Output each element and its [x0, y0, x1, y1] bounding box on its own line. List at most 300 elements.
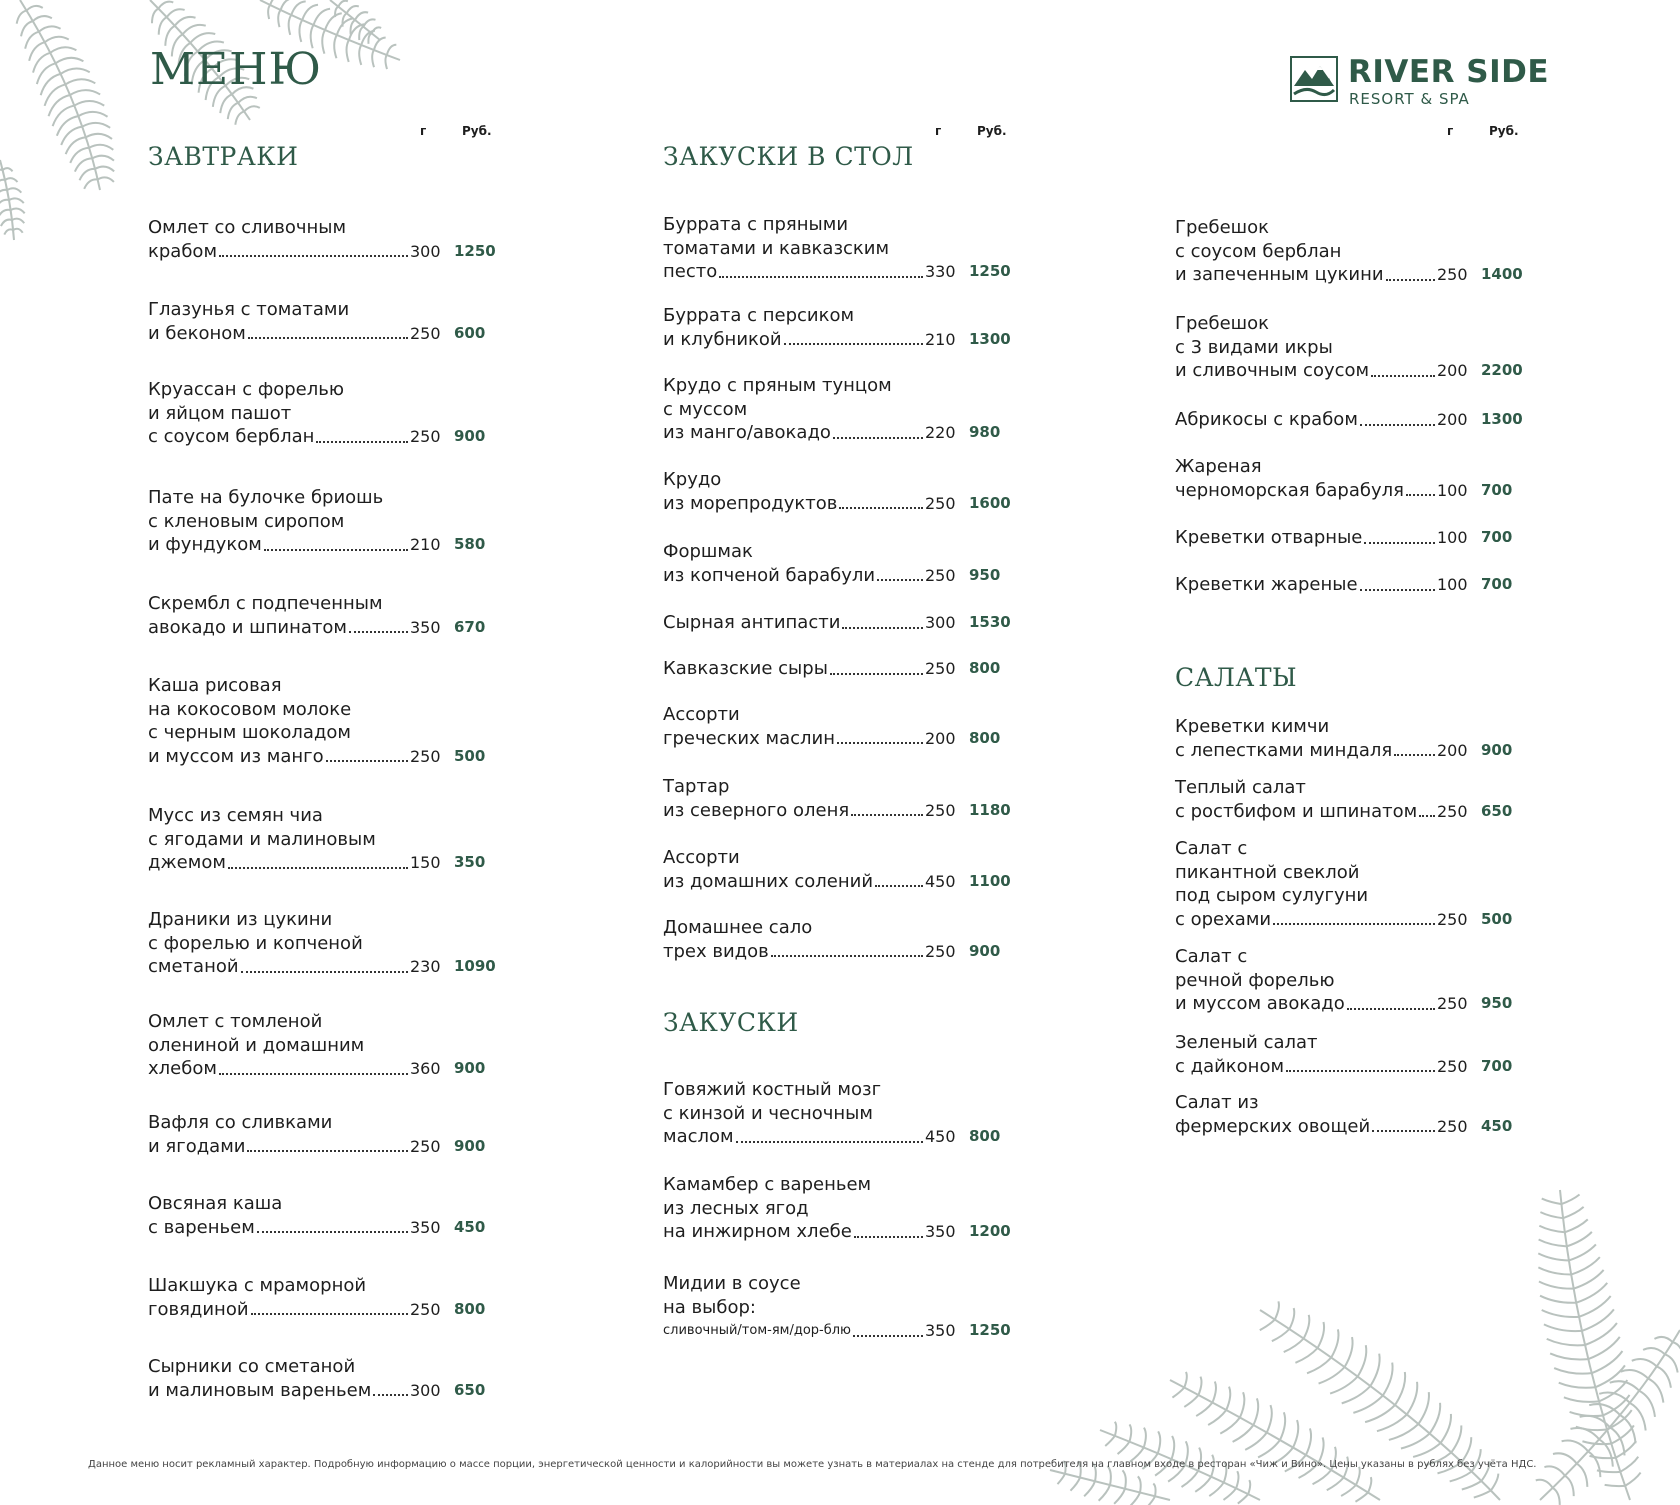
- item-name-line: Домашнее сало: [663, 917, 813, 938]
- item-name-line: с 3 видами икры: [1175, 336, 1333, 358]
- item-price-row: [663, 727, 1023, 751]
- menu-item: [148, 674, 508, 768]
- item-price: 800: [969, 728, 1001, 747]
- item-price: 450: [454, 1217, 486, 1236]
- item-name-line: олениной и домашним: [148, 1034, 365, 1056]
- item-name-line: Пате на булочке бриошь: [148, 487, 384, 508]
- item-name-line: Гребешок: [1175, 313, 1270, 334]
- item-price: 700: [1481, 1056, 1513, 1075]
- item-weight: 250: [1437, 994, 1468, 1013]
- dot-leader: [771, 955, 923, 957]
- item-name-line: Шакшука с мраморной: [148, 1275, 367, 1296]
- item-name-line: Абрикосы с крабом: [1175, 409, 1358, 430]
- item-name-line: пикантной свеклой: [1175, 861, 1360, 883]
- item-name-line: Говяжий костный мозг: [663, 1079, 882, 1100]
- item-price-row: [663, 421, 1023, 445]
- item-name-line: Зеленый салат: [1175, 1032, 1318, 1053]
- item-price: 670: [454, 617, 486, 636]
- item-price: 900: [454, 427, 486, 445]
- weight-header: г: [935, 124, 942, 138]
- item-price: 1180: [969, 800, 1011, 819]
- item-name-line: Крудо: [663, 469, 722, 490]
- brand-logo: [1290, 54, 1550, 108]
- item-name-line: авокадо и шпинатом: [148, 616, 347, 638]
- item-name-line: с ягодами и малиновым: [148, 828, 376, 850]
- item-name-line: Буррата с пряными: [663, 214, 849, 235]
- item-weight: 150: [410, 853, 441, 872]
- item-name-line: из лесных ягод: [663, 1197, 809, 1219]
- menu-item: [1175, 216, 1535, 287]
- item-name-line: Салат с: [1175, 838, 1248, 859]
- item-name-line: Креветки жареные: [1175, 574, 1358, 595]
- item-price-row: [1175, 263, 1535, 287]
- item-price-row: [148, 616, 508, 640]
- item-price-row: [663, 657, 1023, 681]
- item-weight: 200: [925, 728, 956, 748]
- item-price-row: [1175, 408, 1535, 432]
- menu-item: [663, 846, 1023, 893]
- item-name-line: и яйцом пашот: [148, 402, 292, 424]
- item-weight: 250: [1437, 801, 1468, 821]
- item-name-line: с ростбифом и шпинатом: [1175, 800, 1418, 822]
- dot-leader: [719, 276, 923, 278]
- menu-item: [663, 1078, 1023, 1149]
- item-price: 650: [454, 1380, 486, 1399]
- item-name-line: под сыром сулугуни: [1175, 885, 1369, 906]
- item-name-line: с лепестками миндаля: [1175, 739, 1393, 761]
- item-price: 1100: [969, 871, 1011, 890]
- menu-item: [1175, 776, 1535, 823]
- menu-item: [148, 804, 508, 875]
- item-name-line: с кинзой и чесночным: [663, 1102, 873, 1124]
- item-price: 350: [454, 853, 486, 871]
- item-weight: 350: [925, 1321, 956, 1340]
- item-name-line: и муссом из манго: [148, 745, 324, 767]
- item-name-line: Креветки отварные: [1175, 527, 1363, 548]
- menu-item: [1175, 1031, 1535, 1078]
- item-price: 580: [454, 535, 486, 553]
- item-weight: 250: [925, 565, 956, 585]
- item-price: 950: [969, 565, 1001, 584]
- dot-leader: [1371, 375, 1435, 377]
- item-weight: 350: [410, 1217, 441, 1237]
- dot-leader: [851, 814, 923, 816]
- dot-leader: [784, 343, 923, 345]
- item-name-line: Теплый салат: [1175, 777, 1306, 798]
- item-name-line: Камамбер с вареньем: [663, 1174, 872, 1195]
- item-price-row: [1175, 908, 1535, 932]
- menu-item: [1175, 715, 1535, 762]
- menu-item: [663, 468, 1023, 515]
- item-name-line: трех видов: [663, 940, 769, 962]
- dot-leader: [837, 742, 923, 744]
- section-title-table-snacks: ЗАКУСКИ В СТОЛ: [663, 142, 914, 171]
- section-title-breakfast: ЗАВТРАКИ: [148, 142, 299, 171]
- item-name-line: Ассорти: [663, 704, 740, 725]
- disclaimer-footer: Данное меню носит рекламный характер. Подробную информацию о массе порции, энергетической ценности и калорийности вы можете узнать в материалах на стенде для потребителя на главном входе в ресторан «Чиж и Вино». Цены указаны в рублях без учёта НДС.: [88, 1459, 1537, 1470]
- menu-item: [148, 1192, 508, 1239]
- item-weight: 250: [410, 427, 441, 446]
- weight-header: г: [420, 124, 427, 138]
- item-weight: 300: [410, 1380, 441, 1400]
- item-price-row: [663, 328, 1023, 352]
- item-price-row: [148, 533, 508, 557]
- item-name-line: песто: [663, 261, 718, 282]
- item-price-row: [148, 851, 508, 875]
- item-name-line: Мидии в соусе: [663, 1273, 801, 1294]
- section-title-salads: САЛАТЫ: [1175, 663, 1298, 692]
- item-price-row: [1175, 992, 1535, 1016]
- item-name-line: Салат с: [1175, 946, 1248, 967]
- item-name-line: из копченой барабули: [663, 564, 876, 586]
- item-weight: 250: [1437, 909, 1468, 929]
- dot-leader: [219, 1073, 408, 1075]
- item-name-line: из северного оленя: [663, 799, 850, 821]
- dot-leader: [257, 1231, 408, 1233]
- item-name-line: и сливочным соусом: [1175, 360, 1370, 381]
- item-price: 800: [969, 1127, 1001, 1145]
- dot-leader: [854, 1236, 923, 1238]
- item-name-line: на инжирном хлебе: [663, 1221, 852, 1242]
- menu-item: [148, 378, 508, 449]
- dot-leader: [1347, 1008, 1435, 1010]
- item-price-row: [148, 1057, 508, 1081]
- item-name-line: Крудо с пряным тунцом: [663, 375, 892, 396]
- item-weight: 210: [925, 329, 956, 349]
- item-name-line: сметаной: [148, 956, 239, 977]
- item-name-line: Драники из цукини: [148, 909, 333, 930]
- menu-item: [1175, 408, 1535, 432]
- dot-leader: [853, 1335, 923, 1337]
- price-header: Руб.: [977, 124, 1007, 138]
- dot-leader: [264, 549, 408, 551]
- item-price-row: [663, 799, 1023, 823]
- item-weight: 200: [1437, 361, 1468, 380]
- item-price-row: [663, 870, 1023, 894]
- item-price: 1530: [969, 613, 1011, 631]
- menu-item: [663, 1173, 1023, 1244]
- dot-leader: [228, 867, 408, 869]
- item-name-line: Омлет со сливочным: [148, 217, 347, 238]
- dot-leader: [1273, 923, 1435, 925]
- item-name-line: с вареньем: [148, 1216, 255, 1238]
- item-name-line: Мусс из семян чиа: [148, 805, 323, 826]
- item-price: 500: [454, 746, 486, 765]
- menu-item: [1175, 526, 1535, 550]
- item-price: 980: [969, 423, 1001, 441]
- item-name-line: на выбор:: [663, 1296, 756, 1318]
- item-name-line: Скрембл с подпеченным: [148, 593, 383, 614]
- item-price: 1250: [454, 241, 496, 260]
- item-price-row: [663, 260, 1023, 284]
- item-weight: 300: [410, 241, 441, 261]
- item-price-row: [1175, 526, 1535, 550]
- item-name-line: Креветки кимчи: [1175, 716, 1330, 737]
- price-header: Руб.: [1489, 124, 1519, 138]
- menu-item: [663, 1272, 1023, 1343]
- item-weight: 250: [410, 1136, 441, 1156]
- item-price-row: [1175, 800, 1535, 824]
- item-price-row: [663, 1125, 1023, 1149]
- item-price: 450: [1481, 1116, 1513, 1135]
- item-name-line: Омлет с томленой: [148, 1011, 323, 1032]
- item-price-row: [663, 611, 1023, 635]
- item-name-line: с соусом берблан: [1175, 240, 1342, 262]
- item-weight: 350: [925, 1222, 956, 1241]
- dot-leader: [248, 337, 408, 339]
- item-name-line: из морепродуктов: [663, 492, 838, 514]
- item-name-line: речной форелью: [1175, 969, 1335, 991]
- item-weight: 360: [410, 1059, 441, 1078]
- item-price: 800: [454, 1299, 486, 1318]
- item-name-line: греческих маслин: [663, 727, 835, 749]
- item-price-row: [1175, 479, 1535, 503]
- item-price-row: [148, 1379, 508, 1403]
- dot-leader: [1364, 542, 1435, 544]
- item-weight: 100: [1437, 528, 1468, 547]
- item-weight: 330: [925, 262, 956, 281]
- menu-item: [1175, 455, 1535, 502]
- item-weight: 200: [1437, 740, 1468, 760]
- item-price-row: [1175, 359, 1535, 383]
- menu-item: [148, 1010, 508, 1081]
- page-title: МЕНЮ: [150, 44, 323, 95]
- menu-item: [663, 213, 1023, 284]
- item-price: 950: [1481, 994, 1513, 1012]
- item-price: 1300: [1481, 410, 1523, 428]
- menu-item: [148, 1111, 508, 1158]
- menu-item: [1175, 945, 1535, 1016]
- item-price: 700: [1481, 575, 1513, 593]
- item-price-row: [663, 1319, 1023, 1343]
- menu-item: [663, 540, 1023, 587]
- item-name-line: и беконом: [148, 322, 246, 344]
- item-price: 900: [454, 1059, 486, 1077]
- weight-header: г: [1447, 124, 1454, 138]
- item-name-line: и муссом авокадо: [1175, 993, 1345, 1014]
- dot-leader: [1286, 1070, 1435, 1072]
- item-price: 700: [1481, 480, 1513, 499]
- menu-item: [1175, 312, 1535, 383]
- item-weight: 200: [1437, 410, 1468, 429]
- item-name-line: Сырная антипасти: [663, 612, 841, 633]
- item-price-row: [148, 955, 508, 979]
- item-weight: 250: [1437, 265, 1468, 284]
- item-price: 2200: [1481, 361, 1523, 379]
- menu-item: [1175, 573, 1535, 597]
- item-name-line: из манго/авокадо: [663, 422, 831, 443]
- dot-leader: [316, 441, 408, 443]
- menu-item: [148, 908, 508, 979]
- item-name-line: и ягодами: [148, 1135, 246, 1157]
- item-weight: 250: [1437, 1116, 1468, 1136]
- dot-leader: [326, 760, 408, 762]
- item-weight: 250: [410, 323, 441, 343]
- menu-item: [148, 486, 508, 557]
- item-price: 1250: [969, 1321, 1011, 1339]
- item-price: 1600: [969, 493, 1011, 512]
- item-price: 1090: [454, 957, 496, 975]
- item-price: 600: [454, 323, 486, 342]
- item-price: 500: [1481, 909, 1513, 928]
- dot-leader: [373, 1394, 408, 1396]
- dot-leader: [1386, 279, 1435, 281]
- item-price: 1400: [1481, 265, 1523, 283]
- item-price: 800: [969, 659, 1001, 677]
- item-weight: 220: [925, 423, 956, 442]
- item-name-line: с дайконом: [1175, 1055, 1285, 1077]
- item-weight: 450: [925, 871, 956, 891]
- item-weight: 210: [410, 535, 441, 554]
- item-name-line: хлебом: [148, 1058, 217, 1079]
- brand-subtitle: RESORT & SPA: [1349, 90, 1470, 108]
- dot-leader: [251, 1313, 408, 1315]
- item-price: 1300: [969, 329, 1011, 348]
- item-name-line: сливочный/том-ям/дор-блю: [663, 1323, 851, 1338]
- dot-leader: [1360, 589, 1435, 591]
- item-name-line: Гребешок: [1175, 217, 1270, 238]
- item-weight: 100: [1437, 575, 1468, 594]
- item-price: 900: [454, 1136, 486, 1155]
- item-weight: 250: [1437, 1056, 1468, 1076]
- menu-item: [663, 916, 1023, 963]
- dot-leader: [875, 885, 923, 887]
- item-price: 650: [1481, 801, 1513, 820]
- dot-leader: [877, 579, 923, 581]
- item-name-line: на кокосовом молоке: [148, 698, 352, 720]
- dot-leader: [1394, 754, 1435, 756]
- item-name-line: крабом: [148, 240, 218, 262]
- item-name-line: Глазунья с томатами: [148, 299, 350, 320]
- item-price-row: [663, 1220, 1023, 1244]
- item-name-line: Круассан с форелью: [148, 379, 344, 400]
- item-price-row: [663, 940, 1023, 964]
- item-weight: 230: [410, 957, 441, 976]
- item-name-line: Салат из: [1175, 1092, 1259, 1113]
- menu-item: [663, 611, 1023, 635]
- section-title-snacks: ЗАКУСКИ: [663, 1008, 799, 1037]
- item-name-line: и фундуком: [148, 534, 262, 555]
- menu-item: [1175, 837, 1535, 931]
- item-name-line: Каша рисовая: [148, 675, 282, 696]
- menu-item: [663, 703, 1023, 750]
- item-price-row: [148, 745, 508, 769]
- dot-leader: [241, 971, 408, 973]
- dot-leader: [839, 507, 923, 509]
- item-price-row: [1175, 573, 1535, 597]
- item-weight: 450: [925, 1127, 956, 1146]
- item-name-line: Буррата с персиком: [663, 305, 855, 326]
- item-price-row: [148, 240, 508, 264]
- item-price-row: [1175, 1055, 1535, 1079]
- item-name-line: Форшмак: [663, 541, 753, 562]
- item-name-line: с орехами: [1175, 908, 1272, 930]
- dot-leader: [247, 1150, 408, 1152]
- item-name-line: томатами и кавказским: [663, 237, 890, 259]
- menu-item: [148, 592, 508, 639]
- item-name-line: черноморская барабуля: [1175, 479, 1404, 501]
- item-price-row: [148, 322, 508, 346]
- item-weight: 250: [925, 659, 956, 678]
- menu-item: [663, 374, 1023, 445]
- item-price: 700: [1481, 528, 1513, 546]
- item-name-line: и запеченным цукини: [1175, 264, 1384, 285]
- item-price-row: [663, 564, 1023, 588]
- item-price: 1200: [969, 1222, 1011, 1240]
- item-price-row: [1175, 1115, 1535, 1139]
- dot-leader: [349, 631, 408, 633]
- item-name-line: Сырники со сметаной: [148, 1356, 356, 1377]
- item-name-line: говядиной: [148, 1298, 249, 1320]
- item-name-line: Жареная: [1175, 456, 1262, 477]
- dot-leader: [1419, 815, 1435, 817]
- item-weight: 250: [925, 941, 956, 961]
- dot-leader: [1372, 1130, 1435, 1132]
- item-price-row: [148, 1216, 508, 1240]
- menu-item: [148, 298, 508, 345]
- item-price-row: [148, 1135, 508, 1159]
- mountain-river-icon: [1290, 56, 1338, 102]
- item-weight: 300: [925, 613, 956, 632]
- item-price-row: [1175, 739, 1535, 763]
- item-name-line: с форелью и копченой: [148, 932, 363, 954]
- menu-item: [148, 216, 508, 263]
- item-name-line: и клубникой: [663, 328, 782, 350]
- item-weight: 100: [1437, 480, 1468, 500]
- fern-decoration-bottom-right: [940, 1180, 1680, 1505]
- item-name-line: с кленовым сиропом: [148, 510, 345, 532]
- dot-leader: [833, 437, 923, 439]
- item-weight: 250: [925, 800, 956, 820]
- item-name-line: из домашних солений: [663, 870, 874, 892]
- item-name-line: с муссом: [663, 398, 748, 420]
- menu-item: [663, 304, 1023, 351]
- dot-leader: [842, 627, 923, 629]
- item-name-line: фермерских овощей: [1175, 1115, 1371, 1137]
- price-header: Руб.: [462, 124, 492, 138]
- item-name-line: джемом: [148, 852, 226, 873]
- dot-leader: [1406, 494, 1435, 496]
- menu-item: [663, 775, 1023, 822]
- menu-item: [663, 657, 1023, 681]
- item-weight: 250: [925, 493, 956, 513]
- item-name-line: с соусом берблан: [148, 426, 315, 447]
- item-name-line: маслом: [663, 1126, 734, 1147]
- item-weight: 250: [410, 746, 441, 766]
- menu-item: [148, 1274, 508, 1321]
- item-weight: 350: [410, 617, 441, 637]
- brand-name: RIVER SIDE: [1348, 54, 1550, 90]
- menu-item: [1175, 1091, 1535, 1138]
- item-price: 900: [1481, 740, 1513, 759]
- item-name-line: и малиновым вареньем: [148, 1379, 372, 1401]
- item-weight: 250: [410, 1299, 441, 1319]
- item-name-line: Вафля со сливками: [148, 1112, 333, 1133]
- dot-leader: [219, 255, 408, 257]
- item-price-row: [148, 425, 508, 449]
- item-price-row: [663, 492, 1023, 516]
- item-name-line: Ассорти: [663, 847, 740, 868]
- item-name-line: Тартар: [663, 776, 730, 797]
- item-price: 900: [969, 941, 1001, 960]
- item-name-line: Кавказские сыры: [663, 658, 828, 679]
- dot-leader: [736, 1141, 923, 1143]
- dot-leader: [830, 673, 923, 675]
- item-name-line: Овсяная каша: [148, 1193, 283, 1214]
- item-name-line: с черным шоколадом: [148, 722, 351, 743]
- item-price: 1250: [969, 262, 1011, 280]
- dot-leader: [1360, 424, 1435, 426]
